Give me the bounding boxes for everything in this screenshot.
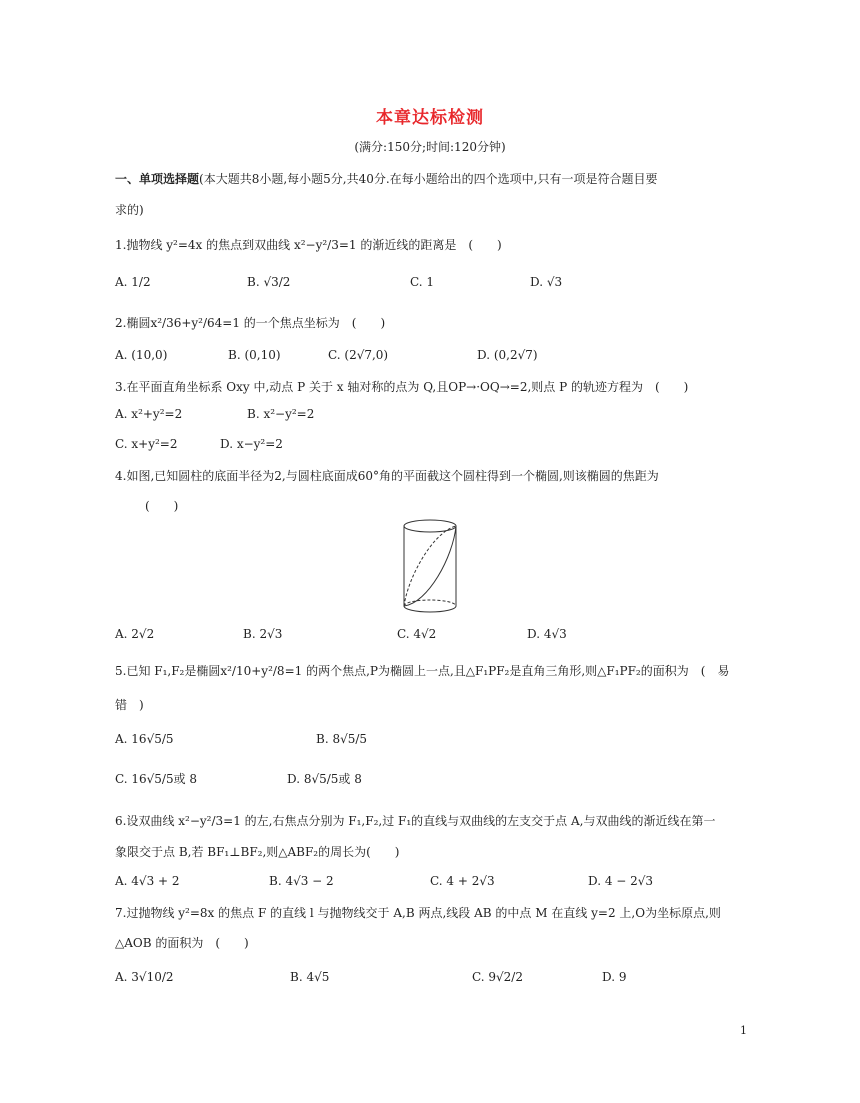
q6-option-c: C. 4 + 2√3 [430, 874, 495, 888]
q4-option-a: A. 2√2 [115, 627, 155, 641]
q7-option-c: C. 9√2/2 [472, 970, 523, 984]
q7-option-a: A. 3√10/2 [115, 970, 174, 984]
question-5-stem-line1: 5.已知 F₁,F₂是椭圆x²/10+y²/8=1 的两个焦点,P为椭圆上一点,且△F₁PF₂是直角三角形,则△F₁PF₂的面积为 ( 易 [115, 664, 730, 678]
question-3-stem: 3.在平面直角坐标系 Oxy 中,动点 P 关于 x 轴对称的点为 Q,且OP→·OQ→=2,则点 P 的轨迹方程为 ( ) [115, 380, 689, 394]
q7-option-d: D. 9 [602, 970, 627, 984]
q5-option-d: D. 8√5/5或 8 [287, 772, 362, 786]
q2-option-c: C. (2√7,0) [328, 348, 389, 362]
cylinder-with-ellipse-section [398, 517, 462, 615]
section-heading-line [115, 170, 658, 187]
q5-option-c: C. 16√5/5或 8 [115, 772, 198, 786]
question-7-stem-line1: 7.过抛物线 y²=8x 的焦点 F 的直线 l 与抛物线交于 A,B 两点,线段 AB 的中点 M 在直线 y=2 上,O为坐标原点,则 [115, 906, 721, 920]
q7-option-b: B. 4√5 [290, 970, 330, 984]
q2-option-a: A. (10,0) [115, 348, 168, 362]
q4-option-c: C. 4√2 [397, 627, 437, 641]
page-number: 1 [740, 1024, 747, 1037]
q6-option-b: B. 4√3 − 2 [269, 874, 334, 888]
q5-option-a: A. 16√5/5 [115, 732, 174, 746]
page-subtitle: (满分:150分;时间:120分钟) [354, 140, 506, 154]
q5-option-b: B. 8√5/5 [316, 732, 368, 746]
question-1-stem: 1.抛物线 y²=4x 的焦点到双曲线 x²−y²/3=1 的渐近线的距离是 ( ) [115, 238, 502, 252]
section-description-line2: 求的) [115, 203, 144, 217]
q3-option-d: D. x−y²=2 [220, 437, 283, 451]
question-4-stem-line1: 4.如图,已知圆柱的底面半径为2,与圆柱底面成60°角的平面截这个圆柱得到一个椭圆,则该椭圆的焦距为 [115, 469, 659, 483]
q4-option-b: B. 2√3 [243, 627, 283, 641]
question-2-stem: 2.椭圆x²/36+y²/64=1 的一个焦点坐标为 ( ) [115, 316, 386, 330]
question-5-stem-line2: 错 ) [115, 698, 144, 712]
q4-option-d: D. 4√3 [527, 627, 567, 641]
question-6-stem-line2: 象限交于点 B,若 BF₁⊥BF₂,则△ABF₂的周长为( ) [115, 845, 400, 859]
q1-option-b: B. √3/2 [247, 275, 291, 289]
question-6-stem-line1: 6.设双曲线 x²−y²/3=1 的左,右焦点分别为 F₁,F₂,过 F₁的直线与双曲线的左支交于点 A,与双曲线的渐近线在第一 [115, 814, 716, 828]
question-4-stem-line2: ( ) [145, 499, 179, 513]
q2-option-d: D. (0,2√7) [477, 348, 538, 362]
q3-option-c: C. x+y²=2 [115, 437, 178, 451]
q1-option-a: A. 1/2 [115, 275, 151, 289]
q3-option-b: B. x²−y²=2 [247, 407, 315, 421]
q6-option-a: A. 4√3 + 2 [115, 874, 180, 888]
section-description-line1: (本大题共8小题,每小题5分,共40分.在每小题给出的四个选项中,只有一项是符合题目要 [199, 172, 658, 186]
q6-option-d: D. 4 − 2√3 [588, 874, 654, 888]
question-7-stem-line2: △AOB 的面积为 ( ) [115, 936, 249, 950]
q1-option-d: D. √3 [530, 275, 563, 289]
section-heading: 一、单项选择题 [115, 172, 200, 186]
q3-option-a: A. x²+y²=2 [115, 407, 183, 421]
q2-option-b: B. (0,10) [228, 348, 281, 362]
q1-option-c: C. 1 [410, 275, 435, 289]
page-title: 本章达标检测 [376, 108, 484, 128]
